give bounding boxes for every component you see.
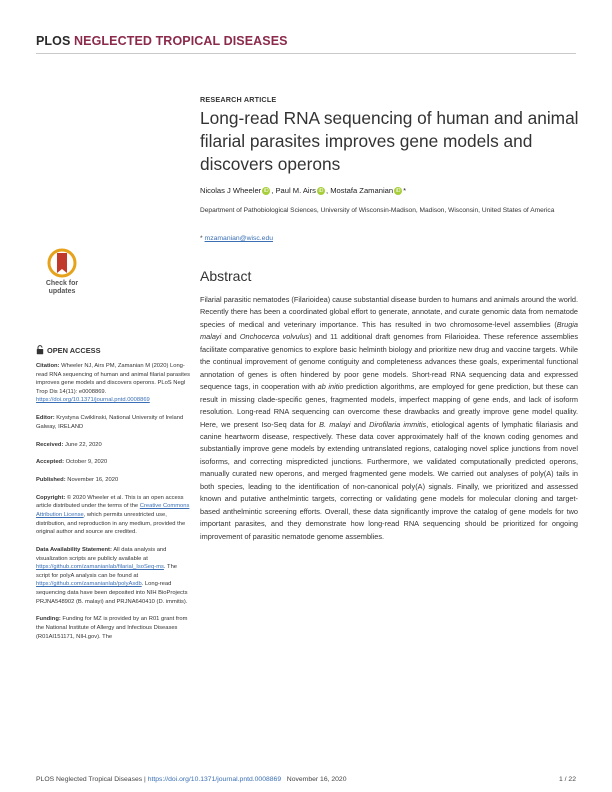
accepted-date: October 9, 2020 — [64, 459, 108, 466]
header-divider — [36, 53, 576, 54]
article-type: RESEARCH ARTICLE — [200, 95, 277, 104]
species-name: B. malayi — [319, 419, 351, 429]
data-availability-text: . Long-read sequencing data have been deposited into NIH BioProjects PRJNA548902 (B. malayi) and PRJNA640410 (D. immitis). — [36, 581, 188, 605]
abstract-segment: and — [221, 332, 240, 342]
copyright-block — [36, 494, 191, 537]
accepted-block — [36, 458, 191, 467]
citation-text: Wheeler NJ, Airs PM, Zamanian M (2020) Long-read RNA sequencing of human and animal filarial parasites improves gene models and discovers operons. PLoS Negl Trop Dis 14(11): e0008869. — [36, 363, 191, 395]
github-polya-link[interactable]: https://github.com/zamanianlab/polyAsdb — [36, 581, 142, 588]
funding-text: Funding for MZ is provided by an R01 grant from the National Institute of Allergy and Infectious Diseases (R01AI151171, NIH.gov). The — [36, 616, 188, 640]
open-lock-icon — [36, 345, 44, 355]
footer-date: November 16, 2020 — [286, 776, 347, 783]
abstract-segment: Filarial parasitic nematodes (Filarioidea) cause substantial disease burden to humans and animals around the world. Recently there has been a coordinated global effort to generate, annotate, and curate genomic data from nematode species of medical and veterinary importance. This has resulted in two chromosome-level assemblies ( — [200, 295, 578, 329]
received-block — [36, 441, 191, 450]
copyright-text: , which permits unrestricted use, distribution, and reproduction in any medium, provided the original author and source are credited. — [36, 512, 186, 536]
citation-label: Citation: — [36, 363, 60, 369]
github-scripts-link[interactable]: https://github.com/zamanianlab/filarial_IsoSeq-ms — [36, 564, 164, 571]
data-availability-block — [36, 546, 191, 606]
page-footer — [36, 776, 347, 783]
author-name[interactable]: Nicolas J Wheeler — [200, 186, 262, 195]
badge-line-1: Check for — [45, 280, 79, 287]
open-access-text: OPEN ACCESS — [47, 345, 101, 355]
citation-block — [36, 362, 191, 405]
published-label: Published: — [36, 477, 66, 484]
author-separator: , — [271, 186, 276, 195]
orcid-icon[interactable]: iD — [318, 188, 324, 194]
orcid-icon[interactable]: iD — [263, 188, 269, 194]
species-name: Dirofilaria immitis — [369, 419, 427, 429]
received-date: June 22, 2020 — [63, 441, 102, 448]
footer-doi-link[interactable]: https://doi.org/10.1371/journal.pntd.0008869 — [147, 776, 282, 783]
accepted-label: Accepted: — [36, 459, 65, 466]
check-for-updates-badge[interactable] — [33, 243, 91, 301]
license-link[interactable]: Creative Commons Attribution License — [36, 503, 190, 519]
copyright-text: © 2020 Wheeler et al. This is an open access article distributed under the terms of the — [36, 494, 184, 510]
funding-label: Funding: — [36, 616, 61, 623]
author-list — [200, 186, 406, 195]
data-availability-text: . The script for polyA analysis can be found at — [36, 564, 178, 579]
editor-label: Editor: — [36, 415, 55, 422]
publisher-name: PLOS — [36, 34, 71, 48]
species-name: Onchocerca volvulus — [239, 332, 310, 342]
author-name[interactable]: Paul M. Airs — [275, 186, 316, 195]
abstract-segment: and — [350, 419, 370, 429]
received-label: Received: — [36, 441, 64, 448]
corresponding-mark: * — [403, 186, 407, 195]
article-title: Long-read RNA sequencing of human and animal filarial parasites improves gene models and discovers operons — [200, 108, 579, 174]
page-number: 1 / 22 — [558, 776, 576, 783]
badge-line-2: updates — [48, 288, 76, 295]
corresponding-email — [200, 235, 273, 242]
author-separator: , — [325, 186, 331, 195]
footer-journal: PLOS Neglected Tropical Diseases — [36, 776, 143, 783]
open-access-label — [36, 345, 101, 355]
journal-name: NEGLECTED TROPICAL DISEASES — [74, 34, 288, 48]
data-availability-text: All data analysis and visualization scripts are publicly available at — [36, 547, 167, 562]
footer-separator: | — [142, 776, 148, 783]
abstract-segment: , etiological agents of lymphatic filariasis and canine heartworm disease, respectively. These data cover approximately half of the known coding genomes and substantially improve gene models by extending untranslated regions, cataloging novel splice junctions from novel isoforms, and correcting mispredicted junctions. Furthermore, we validated computationally predicted operons, manually curated new operons, and merged fragmented gene models. We carried out analyses of poly(A) tails in both species, leading to the identification of non-canonical poly(A) signals. Finally, we prioritized and assessed known and putative anthelmintic targets, correcting or validating gene models for molecular cloning and target-based anthelmintic screening efforts. Overall, these data significantly improve the catalog of gene models for two important parasites, and they demonstrate how long-read RNA sequencing should be prioritized for ongoing improvement of parasitic nematode genome assemblies. — [200, 419, 578, 541]
editor-text: Krystyna Cwiklinski, National University of Ireland Galway, IRELAND — [36, 415, 184, 430]
abstract-segment: ) and 11 additional draft genomes from Filarioidea. These reference assemblies facilitate comparative genomics to explore basic helminth biology and prioritize new drug and vaccine targets. While the continual improvement of genome contiguity and completeness advances these goals, experimental functional annotation of genes is often hindered by poor gene models. Short-read RNA sequencing data and expressed sequence tags, in cooperation with — [200, 332, 578, 392]
copyright-label: Copyright: — [36, 494, 66, 501]
email-link[interactable]: mzamanian@wisc.edu — [204, 235, 274, 242]
published-date: November 16, 2020 — [65, 477, 119, 484]
funding-block — [36, 615, 191, 641]
journal-header — [36, 34, 288, 48]
published-block — [36, 476, 191, 485]
citation-doi-link[interactable]: https://doi.org/10.1371/journal.pntd.0008869 — [36, 397, 150, 404]
author-name[interactable]: Mostafa Zamanian — [330, 186, 394, 195]
species-name: Brugia malayi — [200, 319, 578, 342]
abstract-heading: Abstract — [200, 268, 252, 284]
data-availability-label: Data Availability Statement: — [36, 547, 112, 554]
affiliation: Department of Pathobiological Sciences, University of Wisconsin-Madison, Madison, Wisconsin, United States of America — [200, 207, 555, 214]
abstract-text — [200, 294, 578, 543]
editor-block — [36, 414, 191, 431]
bookmark-icon — [57, 253, 67, 273]
sidebar-metadata — [36, 362, 191, 650]
email-prefix: * — [200, 235, 205, 242]
abstract-segment: prediction algorithms, are employed for gene prediction, but these can result in missing clade-specific genes, fragmented models, imperfect mapping of gene ends, and lack of isoform resolution. Long-read RNA sequencing can overcome these drawbacks and greatly improve gene model quality. Here, we present Iso-Seq data for — [200, 382, 578, 429]
emphasis-term: ab initio — [317, 382, 344, 392]
orcid-icon[interactable]: iD — [395, 188, 401, 194]
